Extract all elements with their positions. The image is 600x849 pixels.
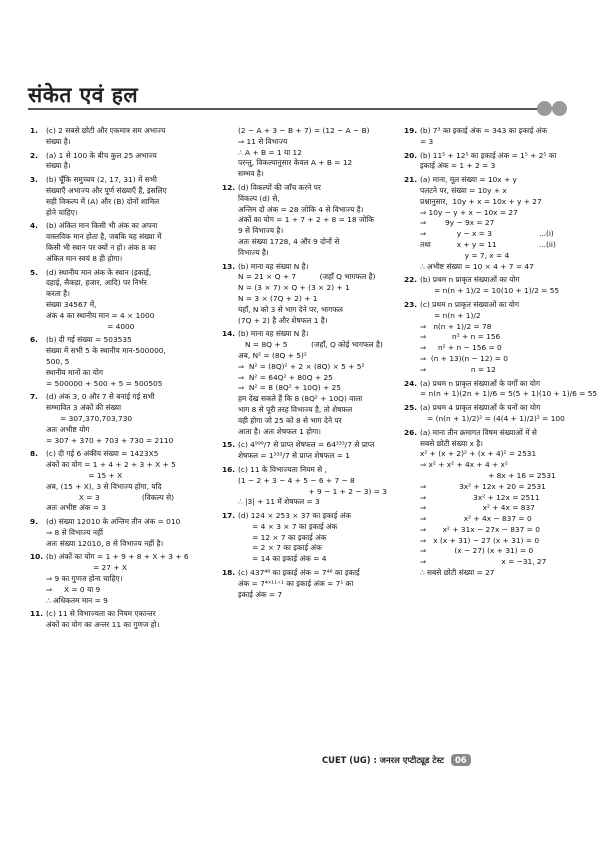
solution-line: y = 7, x = 4 (420, 250, 510, 260)
solution-item (222, 183, 392, 259)
solution-line: x² + (x + 2)² + (x + 4)² = 2531 (420, 449, 537, 459)
page-title: संकेत एवं हल (28, 83, 139, 107)
solution-line: पलटने पर, संख्या = 10y + x (420, 185, 507, 195)
solution-line: (b) चूँकि समुच्चय (2, 17, 31) में सभी (46, 175, 157, 185)
solution-line: इकाई अंक = 1 + 2 = 3 (420, 161, 496, 171)
solution-line: ⇒ x (x + 31) − 27 (x + 31) = 0 (420, 535, 540, 545)
solution-line: ⇒ n² + n − 156 = 0 (420, 343, 502, 353)
question-number: 4. (30, 221, 38, 231)
solution-line: (c) प्रथम n प्राकृत संख्याओं का योग (420, 299, 519, 309)
solution-line: अंकों का योग = 1 + 4 + 2 + 3 + X + 5 (46, 460, 176, 470)
question-number: 1. (30, 126, 38, 135)
solution-item (30, 221, 206, 264)
solution-item (30, 552, 206, 606)
solution-line: ⇒ 9 का गुणज होना चाहिए। (46, 574, 123, 584)
solutions-column-3 (404, 126, 598, 582)
solution-item (30, 335, 206, 389)
solution-line: (c) 2 सबसे छोटी और एकमात्र सम अभाज्य (46, 126, 166, 135)
solution-line: = 3 (420, 136, 434, 146)
solution-line: ∴ A + B = 1 या 12 (238, 147, 302, 157)
solution-line: संख्या 34567 में, (46, 299, 97, 309)
solution-line: अतः संख्या 12010, 8 से विभाज्य नहीं है। (46, 538, 164, 548)
solution-line: = 4000 (46, 321, 135, 331)
solution-line: ⇒ x² + 4x = 837 (420, 503, 535, 513)
question-number: 7. (30, 392, 38, 402)
question-number: 14. (222, 329, 236, 339)
solution-line: N = (3 × 7) × Q + (3 × 2) + 1 (238, 283, 350, 293)
solution-line: इकाई अंक = 7 (238, 589, 283, 599)
question-number: 6. (30, 335, 38, 345)
solution-line: विभाज्य है। (238, 247, 269, 257)
solution-item (404, 275, 574, 297)
solution-line: (d) संख्या 12010 के अन्तिम तीन अंक = 010 (46, 517, 181, 527)
solution-line: दहाई, सैकड़ा, हजार, आदि) पर निर्भर (46, 278, 147, 288)
solution-line: ∴ |3| + 11 में शेषफल = 3 (238, 497, 320, 507)
solution-line: अंक 4 का स्थानीय मान = 4 × 1000 (46, 310, 155, 320)
solution-line: ⇒ 11 से विभाज्य (238, 136, 288, 146)
solution-line: (b) 11⁵ + 12⁵ का इकाई अंक = 1⁵ + 2⁵ का (420, 150, 557, 160)
solution-line: = 307 + 370 + 703 + 730 = 2110 (46, 435, 174, 445)
solution-line: (c) 437⁴⁶ का इकाई अंक = 7⁴⁶ का इकाई (238, 568, 360, 578)
solution-line: ∴ सबसे छोटी संख्या = 27 (420, 568, 495, 578)
question-number: 12. (222, 182, 236, 192)
solution-line: (2 − A + 3 − B + 7) = (12 − A − B) (238, 126, 370, 135)
solution-line: (a) 1 से 100 के बीच कुल 25 अभाज्य (46, 150, 157, 160)
question-number: 3. (30, 175, 38, 185)
question-number: 25. (404, 403, 418, 413)
solution-line: (c) 11 के विभाज्यता नियम से , (238, 464, 327, 474)
solution-line: + 9 − 1 + 2 − 3) = 3 (238, 486, 387, 496)
solution-line: होने चाहिए। (46, 207, 78, 217)
solution-item (222, 262, 392, 327)
solution-line: = 307,370,703,730 (46, 413, 133, 423)
solution-line: संख्या है। (46, 161, 71, 171)
question-number: 18. (222, 568, 236, 578)
solution-line: = n(n + 1)/2 = 10(10 + 1)/2 = 55 (420, 286, 560, 296)
solution-line: भाग 8 से पूरी तरह विभाज्य है, तो शेषफल (238, 404, 353, 414)
question-number: 15. (222, 440, 236, 450)
solution-line: = 27 + X (46, 563, 127, 573)
solution-line: संख्या में सभी 5 के स्थानीय मान-500000, (46, 346, 166, 356)
question-number: 10. (30, 552, 44, 562)
solution-line: (c) 4⁹⁹⁹/7 से प्राप्त शेषफल = 64³³³/7 से प्राप्त (238, 440, 375, 450)
solution-line: अब, N² = (8Q + 5)² (238, 350, 307, 360)
decorative-dot-icon (552, 101, 567, 116)
solution-line: ⇒ x = −31, 27 (420, 557, 547, 567)
solution-line: किसी भी स्थान पर क्यों न हो। अंक 8 का (46, 242, 156, 252)
solution-line: (a) प्रथम n प्राकृत संख्याओं के वर्गों का योग (420, 378, 541, 388)
solution-line: (a) माना, मूल संख्या = 10x + y (420, 175, 517, 185)
solution-line: ⇒ X = 0 या 9 (46, 584, 101, 594)
solution-line: = n(n + 1)/2 (420, 310, 481, 320)
solution-line: अंकित मान स्वयं 8 ही होगा। (46, 253, 123, 263)
solution-line: (b) 7³ का इकाई अंक = 343 का इकाई अंक (420, 126, 548, 135)
solution-line: (b) दी गई संख्या = 503535 (46, 335, 132, 345)
solution-item (222, 126, 392, 180)
solution-line: ⇒ n = 12 (420, 364, 496, 374)
solution-line: अंक = 7⁴ˣ¹¹⁺¹ का इकाई अंक = 7¹ का (238, 578, 354, 588)
solution-line: (7Q + 2) है और शेषफल 1 है। (238, 315, 328, 325)
solution-item (222, 465, 392, 508)
solution-line: ∴ अधिकतम मान = 9 (46, 595, 108, 605)
solution-line: सही विकल्प में (A) और (B) दोनों शामिल (46, 196, 160, 206)
solution-line: सम्भव है। (238, 169, 264, 179)
solution-line: = 12 × 7 का इकाई अंक (238, 532, 327, 542)
solution-item (30, 517, 206, 549)
question-number: 21. (404, 175, 418, 185)
footer (322, 754, 471, 766)
solution-line: ⇒ 3x² + 12x + 20 = 2531 (420, 481, 546, 491)
solution-item (30, 392, 206, 446)
solution-line: (d) स्थानीय मान अंक के स्थान (इकाई, (46, 267, 152, 277)
question-number: 26. (404, 427, 418, 437)
solution-item (404, 403, 574, 425)
page-number: 06 (451, 754, 471, 766)
question-number: 24. (404, 378, 418, 388)
solution-line: अन्तिम दो अंक = 28 जोकि 4 से विभाज्य है। (238, 204, 364, 214)
solution-line: संख्याएँ अभाज्य और पूर्ण संख्याएँ हैं, इसलिए (46, 185, 167, 195)
solution-item (404, 175, 574, 272)
question-number: 9. (30, 517, 38, 527)
solution-item (404, 151, 574, 173)
solution-line: ⇒ N² = 8 (8Q² + 10Q) + 25 (238, 383, 341, 393)
solution-line: करता है। (46, 289, 70, 299)
solution-line: 500, 5 (46, 356, 70, 366)
solution-line: प्रश्नानुसार, 10y + x = 10x + y + 27 (420, 196, 542, 206)
solution-line: (c) दी गई 6 अंकीय संख्या = 1423X5 (46, 449, 159, 459)
solution-line: स्थानीय मानों का योग (46, 367, 104, 377)
solution-line: ⇒ n² + n = 156 (420, 332, 501, 342)
solution-line: ⇒ 8 से विभाज्य नहीं (46, 527, 103, 537)
solution-line: परन्तु, विकल्पानुसार केवल A + B = 12 (238, 158, 353, 168)
question-number: 8. (30, 449, 38, 459)
solution-item (222, 511, 392, 565)
solution-line: ⇒ n(n + 1)/2 = 78 (420, 321, 492, 331)
question-number: 20. (404, 150, 418, 160)
question-number: 5. (30, 267, 38, 277)
solution-line: ⇒ N² = (8Q)² + 2 × (8Q) × 5 + 5² (238, 361, 365, 371)
solution-line: ⇒ (x − 27) (x + 31) = 0 (420, 546, 534, 556)
title-rule (28, 108, 558, 110)
solution-line: अंकों का योग का अन्तर 11 का गुणज हो। (46, 620, 160, 630)
solution-line: (b) अंकों का योग = 1 + 9 + 8 + X + 3 + 6 (46, 552, 189, 562)
question-number: 13. (222, 261, 236, 271)
solution-line: (a) माना तीन क्रमागत विषम संख्याओं में से (420, 427, 537, 437)
solution-line: आता है। अतः शेषफल 1 होगा। (238, 426, 321, 436)
solution-line: X = 3 (विकल्प से) (46, 492, 175, 502)
solution-line: संख्या है। (46, 136, 71, 146)
solution-line: (d) 124 × 253 × 37 का इकाई अंक (238, 511, 352, 521)
solution-line: (b) अंकित मान किसी भी अंक का अपना (46, 221, 158, 231)
solution-line: तथा x + y = 11 ...(ii) (420, 239, 556, 249)
solution-line: ⇒ y − x = 3 ...(i) (420, 229, 554, 239)
solution-line: N = 8Q + 5 (जहाँ, Q कोई भागफल है) (238, 340, 383, 350)
solution-line: सम्भावित 3 अंकों की संख्या (46, 403, 122, 413)
solution-line: विकल्प (d) से, (238, 193, 280, 203)
solution-line: = 500000 + 500 + 5 = 500505 (46, 378, 163, 388)
solution-line: (d) अंक 3, 0 और 7 से बनाई गई सभी (46, 392, 155, 402)
solution-item (404, 378, 598, 401)
solution-line: (1 − 2 + 3 − 4 + 5 − 6 + 7 − 8 (238, 475, 355, 485)
solution-item (222, 329, 392, 437)
solution-line: ⇒ x² + 4x − 837 = 0 (420, 514, 532, 524)
solution-item (30, 449, 206, 514)
decorative-dot-icon (537, 101, 552, 116)
solution-line: अतः अभीष्ट अंक = 3 (46, 503, 107, 513)
solution-line: (a) प्रथम 4 प्राकृत संख्याओं के घनों का योग (420, 403, 541, 413)
solution-line: ⇒ 3x² + 12x = 2511 (420, 492, 540, 502)
solution-line: ⇒ 9y − 9x = 27 (420, 218, 495, 228)
solution-item (404, 126, 574, 148)
solution-line: = 4 × 3 × 7 का इकाई अंक (238, 521, 338, 531)
solution-line: ⇒ x² + x² + 4x + 4 + x² (420, 460, 508, 470)
solution-line: 9 से विभाज्य है। (238, 226, 284, 236)
solution-line: (d) विकल्पों की जाँच करने पर (238, 182, 321, 192)
solution-line: ⇒ N² = 64Q² + 80Q + 25 (238, 372, 333, 382)
solution-line: वास्तविक मान होता है, जबकि यह संख्या में (46, 232, 162, 242)
solution-line: ⇒ (n + 13)(n − 12) = 0 (420, 353, 508, 363)
solution-line: अतः संख्या 1728, 4 और 9 दोनों से (238, 236, 340, 246)
solutions-column-2 (222, 126, 392, 603)
solution-item (404, 300, 574, 376)
solution-line: = 15 + X (46, 470, 123, 480)
solution-item (30, 151, 206, 173)
solution-item (30, 609, 206, 631)
solution-line: अंकों का योग = 1 + 7 + 2 + 8 = 18 जोकि (238, 215, 374, 225)
question-number: 2. (30, 150, 38, 160)
solution-item (222, 568, 392, 600)
solution-line: ⇒ 10y − y + x − 10x = 27 (420, 207, 518, 217)
solution-line: + 8x + 16 = 2531 (420, 470, 556, 480)
question-number: 23. (404, 299, 418, 309)
solution-line: ⇒ x² + 31x − 27x − 837 = 0 (420, 524, 540, 534)
solution-item (30, 268, 206, 333)
question-number: 11. (30, 609, 44, 619)
question-number: 19. (404, 126, 418, 135)
solution-line: वही होगा जो 25 को 8 से भाग देने पर (238, 415, 342, 425)
solution-item (404, 428, 574, 579)
solutions-column-1 (30, 126, 206, 634)
solution-line: N = 21 × Q + 7 (जहाँ Q भागफल है) (238, 272, 376, 282)
solution-line: यहाँ, N को 3 से भाग देने पर, भागफल (238, 304, 343, 314)
solution-line: शेषफल = 1³³³/7 से प्राप्त शेषफल = 1 (238, 451, 350, 461)
solution-line: (b) माना वह संख्या N है। (238, 261, 309, 271)
solution-line: = 2 × 7 का इकाई अंक (238, 543, 322, 553)
solution-line: (c) 11 से विभाज्यता का नियम एकान्तर (46, 609, 156, 619)
solution-line: हम देख सकते हैं कि 8 (8Q² + 10Q) वाला (238, 394, 363, 404)
solution-line: ∴ अभीष्ट संख्या = 10 × 4 + 7 = 47 (420, 261, 534, 271)
solution-item (30, 126, 206, 148)
question-number: 17. (222, 511, 236, 521)
solution-line: सबसे छोटी संख्या x है। (420, 438, 483, 448)
solution-line: (b) प्रथम n प्राकृत संख्याओं का योग (420, 275, 520, 285)
solution-line: = n(n + 1)(2n + 1)/6 = 5(5 + 1)(10 + 1)/6 = 55 (420, 389, 598, 399)
solution-item (30, 175, 206, 218)
question-number: 16. (222, 464, 236, 474)
solution-line: (b) माना वह संख्या N है। (238, 329, 309, 339)
solution-line: = 14 का इकाई अंक = 4 (238, 554, 327, 564)
question-number: 22. (404, 275, 418, 285)
solution-item (222, 440, 392, 462)
solution-line: अब, (15 + X), 3 से विभाज्य होगा, यदि (46, 481, 162, 491)
footer-text: CUET (UG) : जनरल एप्टीट्यूड टेस्ट (322, 754, 444, 765)
solution-line: अतः अभीष्ट योग (46, 424, 90, 434)
solution-line: = (n(n + 1)/2)² = (4(4 + 1)/2)² = 100 (420, 413, 565, 423)
solution-line: N = 3 × (7Q + 2) + 1 (238, 293, 318, 303)
